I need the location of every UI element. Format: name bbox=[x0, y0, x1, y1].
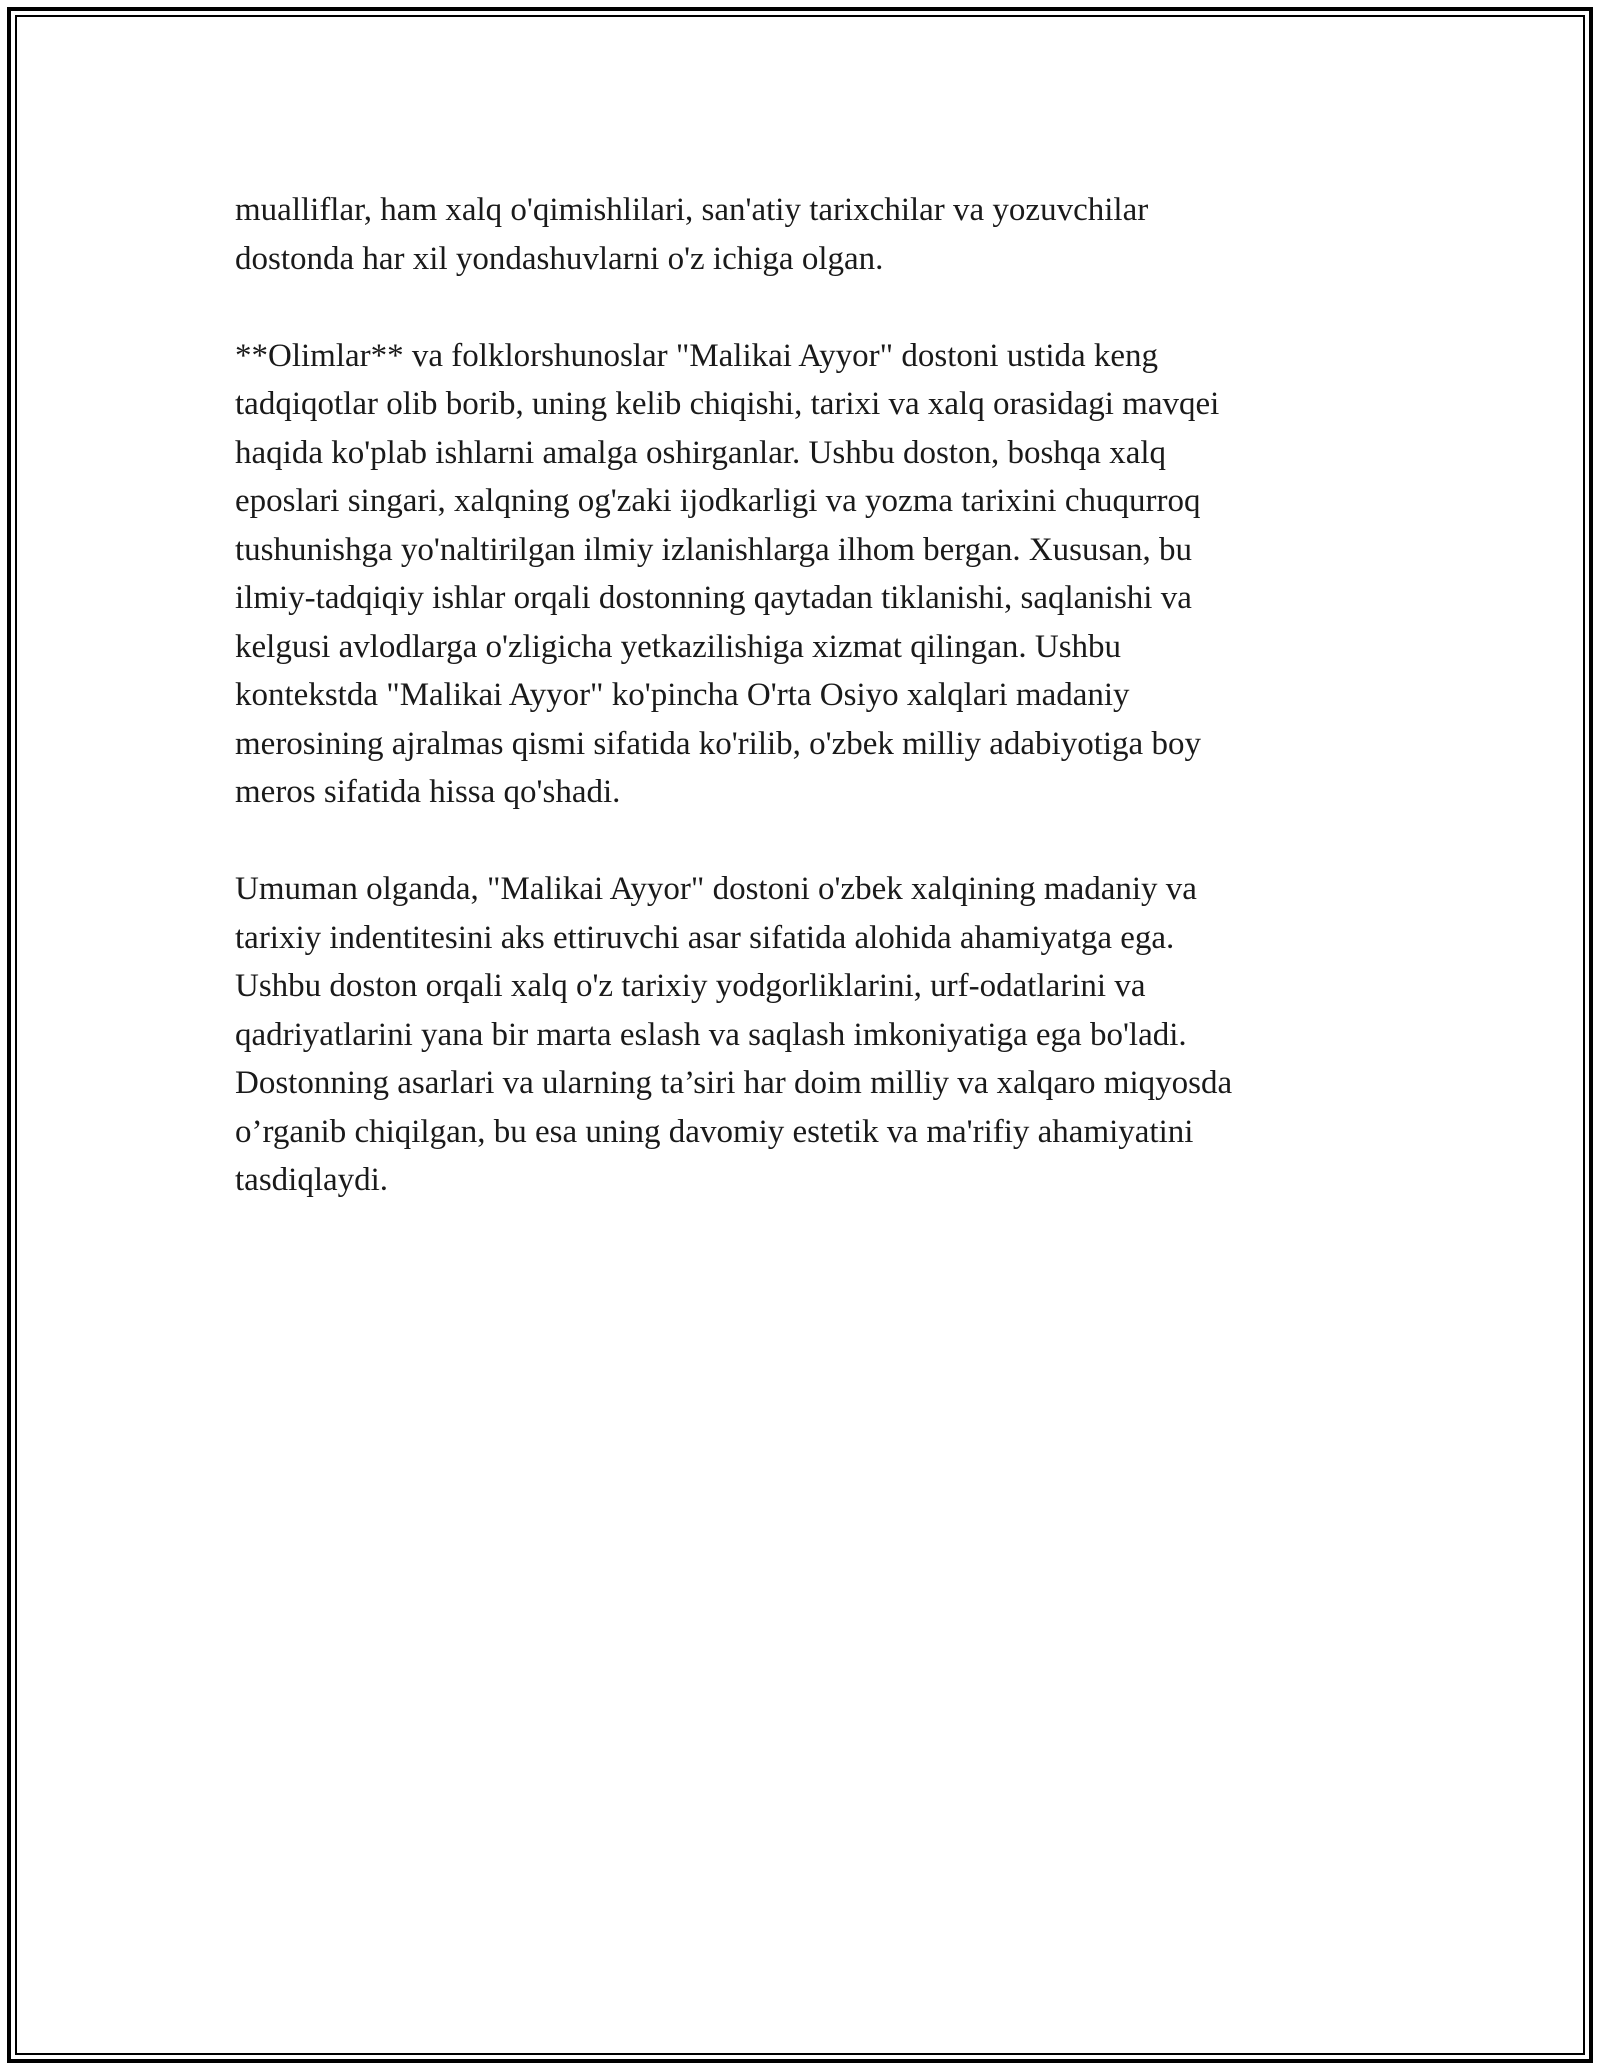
paragraph-2: **Olimlar** va folklorshunoslar "Malikai Ayyor" dostoni ustida keng tadqiqotlar olib borib, uning kelib chiqishi, tarixi va xalq orasidagi mavqei haqida ko'plab ishlarni amalga oshirganlar. Ushbu doston, boshqa xalq eposlari singari, xalqning og'zaki ijodkarligi va yozma tarixini chuqurroq tushunishga yo'naltirilgan ilmiy izlanishlarga ilhom bergan. Xususan, bu ilmiy-tadqiqiy ishlar orqali dostonning qaytadan tiklanishi, saqlanishi va kelgusi avlodlarga o'zligicha yetkazilishiga xizmat qilingan. Ushbu kontekstda "Malikai Ayyor" ko'pincha O'rta Osiyo xalqlari madaniy merosining ajralmas qismi sifatida ko'rilib, o'zbek milliy adabiyotiga boy meros sifatida hissa qo'shadi. bbox=[235, 337, 1220, 810]
document-body bbox=[235, 186, 1365, 1253]
paragraph-3: Umuman olganda, "Malikai Ayyor" dostoni o'zbek xalqining madaniy va tarixiy indentitesini aks ettiruvchi asar sifatida alohida ahamiyatga ega. Ushbu doston orqali xalq o'z tarixiy yodgorliklarini, urf-odatlarini va qadriyatlarini yana bir marta eslash va saqlash imkoniyatiga ega bo'ladi. Dostonning asarlari va ularning ta’siri har doim milliy va xalqaro miqyosda o’rganib chiqilgan, bu esa uning davomiy estetik va ma'rifiy ahamiyatini tasdiqlaydi. bbox=[235, 871, 1233, 1198]
paragraph-1: mualliflar, ham xalq o'qimishlilari, san'atiy tarixchilar va yozuvchilar dostonda har xil yondashuvlarni o'z ichiga olgan. bbox=[235, 192, 1149, 277]
